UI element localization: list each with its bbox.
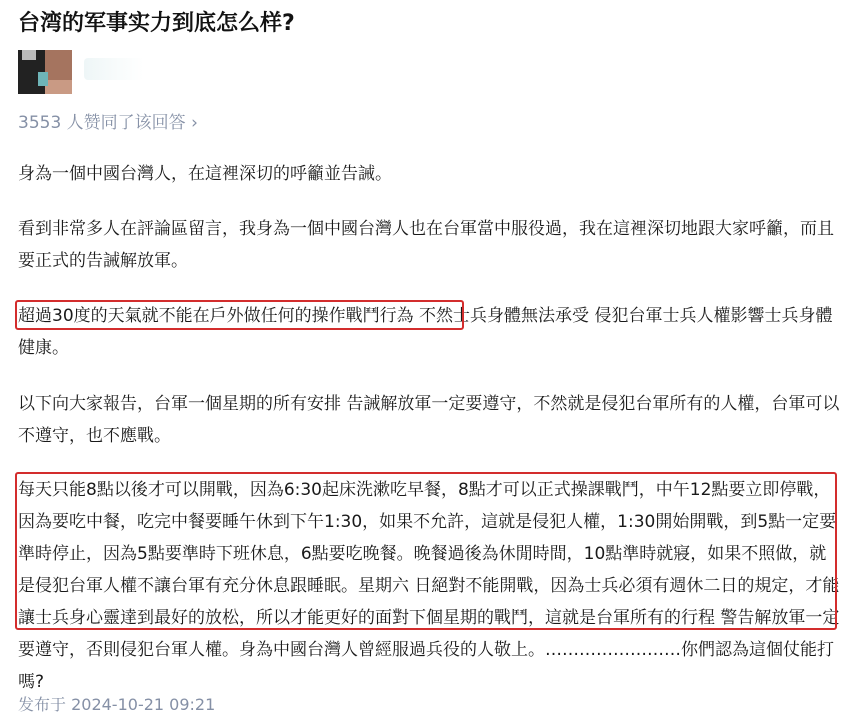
- answer-paragraph-3-rest: 不然士兵身體無法承受 侵犯台軍士兵人權影響士兵身體健康。: [18, 306, 833, 358]
- vote-count-link[interactable]: 3553 人赞同了该回答 ›: [18, 113, 198, 133]
- answer-paragraph-2: 看到非常多人在評論區留言，我身為一個中國台灣人也在台軍當中服役過，我在這裡深切地跟大家呼籲，而且要正式的告誡解放軍。: [18, 219, 834, 271]
- publish-date: 发布于 2024-10-21 09:21: [18, 695, 216, 714]
- avatar[interactable]: [18, 50, 72, 94]
- answer-paragraph-5: 每天只能8點以後才可以開戰，因為6:30起床洗漱吃早餐，8點才可以正式操課戰鬥，中午12點要立即停戰，因為要吃中餐，吃完中餐要睡午休到下午1:30，如果不允許，這就是侵犯人權，1:30開始開戰，到5點一定要準時停止，因為5點要準時下班休息，6點要吃晚餐。晚餐過後為休閒時間，10點準時就寢，如果不照做，就是侵犯台軍人權不讓台軍有充分休息跟睡眠。星期六 日絕對不能開戰，因為士兵必須有週休二日的規定，才能讓士兵身心靈達到最好的放松，所以才能更好的面對下個星期的戰鬥，這就是台軍所有的行程 警告解放軍一定要遵守，否則侵犯台軍人權。身為中國台灣人曾經服過兵役的人敬上。……………………你們認為這個仗能打嗎?: [18, 480, 840, 692]
- answer-paragraph-1: 身為一個中國台灣人，在這裡深切的呼籲並告誡。: [18, 164, 392, 184]
- author-name-blurred[interactable]: [84, 58, 144, 80]
- red-highlight-box-1: [15, 300, 464, 330]
- red-highlight-box-2: [15, 472, 837, 630]
- answer-paragraph-4: 以下向大家報告，台軍一個星期的所有安排 告誡解放軍一定要遵守，不然就是侵犯台軍所有的人權，台軍可以不遵守，也不應戰。: [18, 394, 840, 446]
- highlighted-sentence: 超過30度的天氣就不能在戶外做任何的操作戰鬥行為: [18, 306, 414, 326]
- question-title[interactable]: 台湾的军事实力到底怎么样?: [18, 11, 295, 36]
